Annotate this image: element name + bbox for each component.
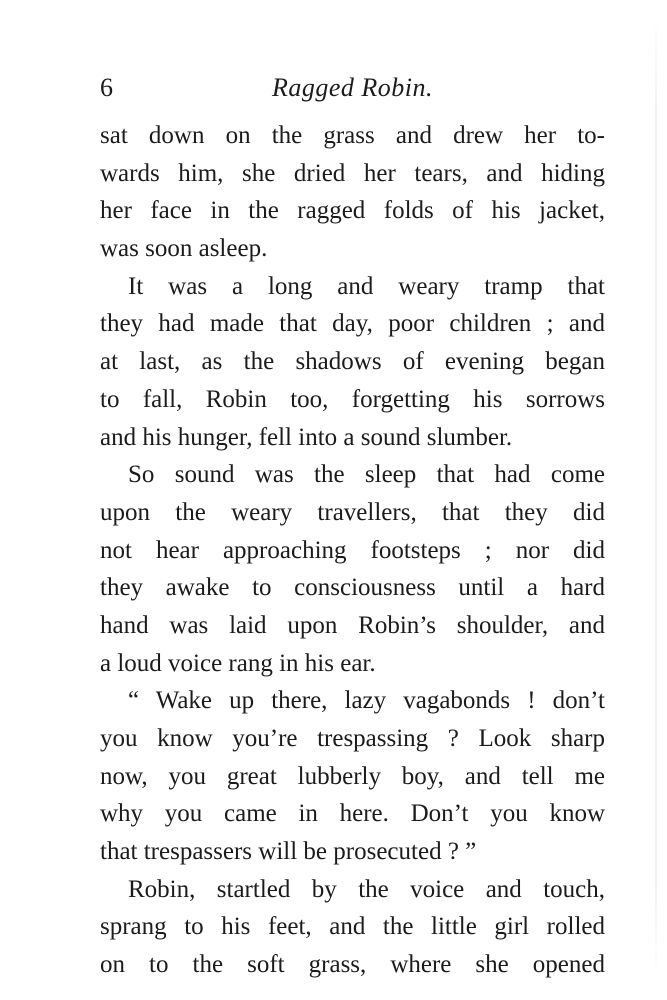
- running-title: Ragged Robin.: [271, 73, 434, 102]
- page-header: [100, 68, 605, 108]
- text-line: they awake to consciousness until a hard: [100, 574, 605, 602]
- text-line: a loud voice rang in his ear.: [100, 649, 376, 677]
- text-line: So sound was the sleep that had come: [128, 461, 605, 489]
- text-line: wards him, she dried her tears, and hiding: [100, 159, 605, 187]
- text-line: they had made that day, poor children ; and: [100, 310, 605, 338]
- text-line: hand was laid upon Robin’s shoulder, and: [100, 611, 605, 639]
- text-line: sat down on the grass and drew her to-: [100, 122, 605, 149]
- text-line: upon the weary travellers, that they did: [100, 498, 605, 526]
- text-line: not hear approaching footsteps ; nor did: [100, 536, 605, 564]
- text-line: “ Wake up there, lazy vagabonds ! don’t: [128, 687, 605, 715]
- text-line: her face in the ragged folds of his jacket,: [100, 197, 605, 225]
- text-line: why you came in here. Don’t you know: [100, 800, 605, 828]
- body-text: [100, 117, 605, 984]
- text-line: sprang to his feet, and the little girl rolled: [100, 913, 605, 941]
- text-line: Robin, startled by the voice and touch,: [128, 875, 605, 903]
- text-line: and his hunger, fell into a sound slumber.: [100, 423, 513, 451]
- text-line: It was a long and weary tramp that: [128, 272, 605, 300]
- text-line: to fall, Robin too, forgetting his sorrows: [100, 385, 605, 413]
- text-line: was soon asleep.: [100, 235, 268, 263]
- text-line: that trespassers will be prosecuted ? ”: [100, 838, 477, 866]
- text-line: on to the soft grass, where she opened: [100, 951, 605, 979]
- text-line: you know you’re trespassing ? Look sharp: [100, 725, 605, 752]
- text-line: at last, as the shadows of evening began: [100, 348, 605, 376]
- text-line: now, you great lubberly boy, and tell me: [100, 762, 605, 790]
- page-number: 6: [100, 73, 113, 102]
- page-edge-shadow: [655, 18, 657, 978]
